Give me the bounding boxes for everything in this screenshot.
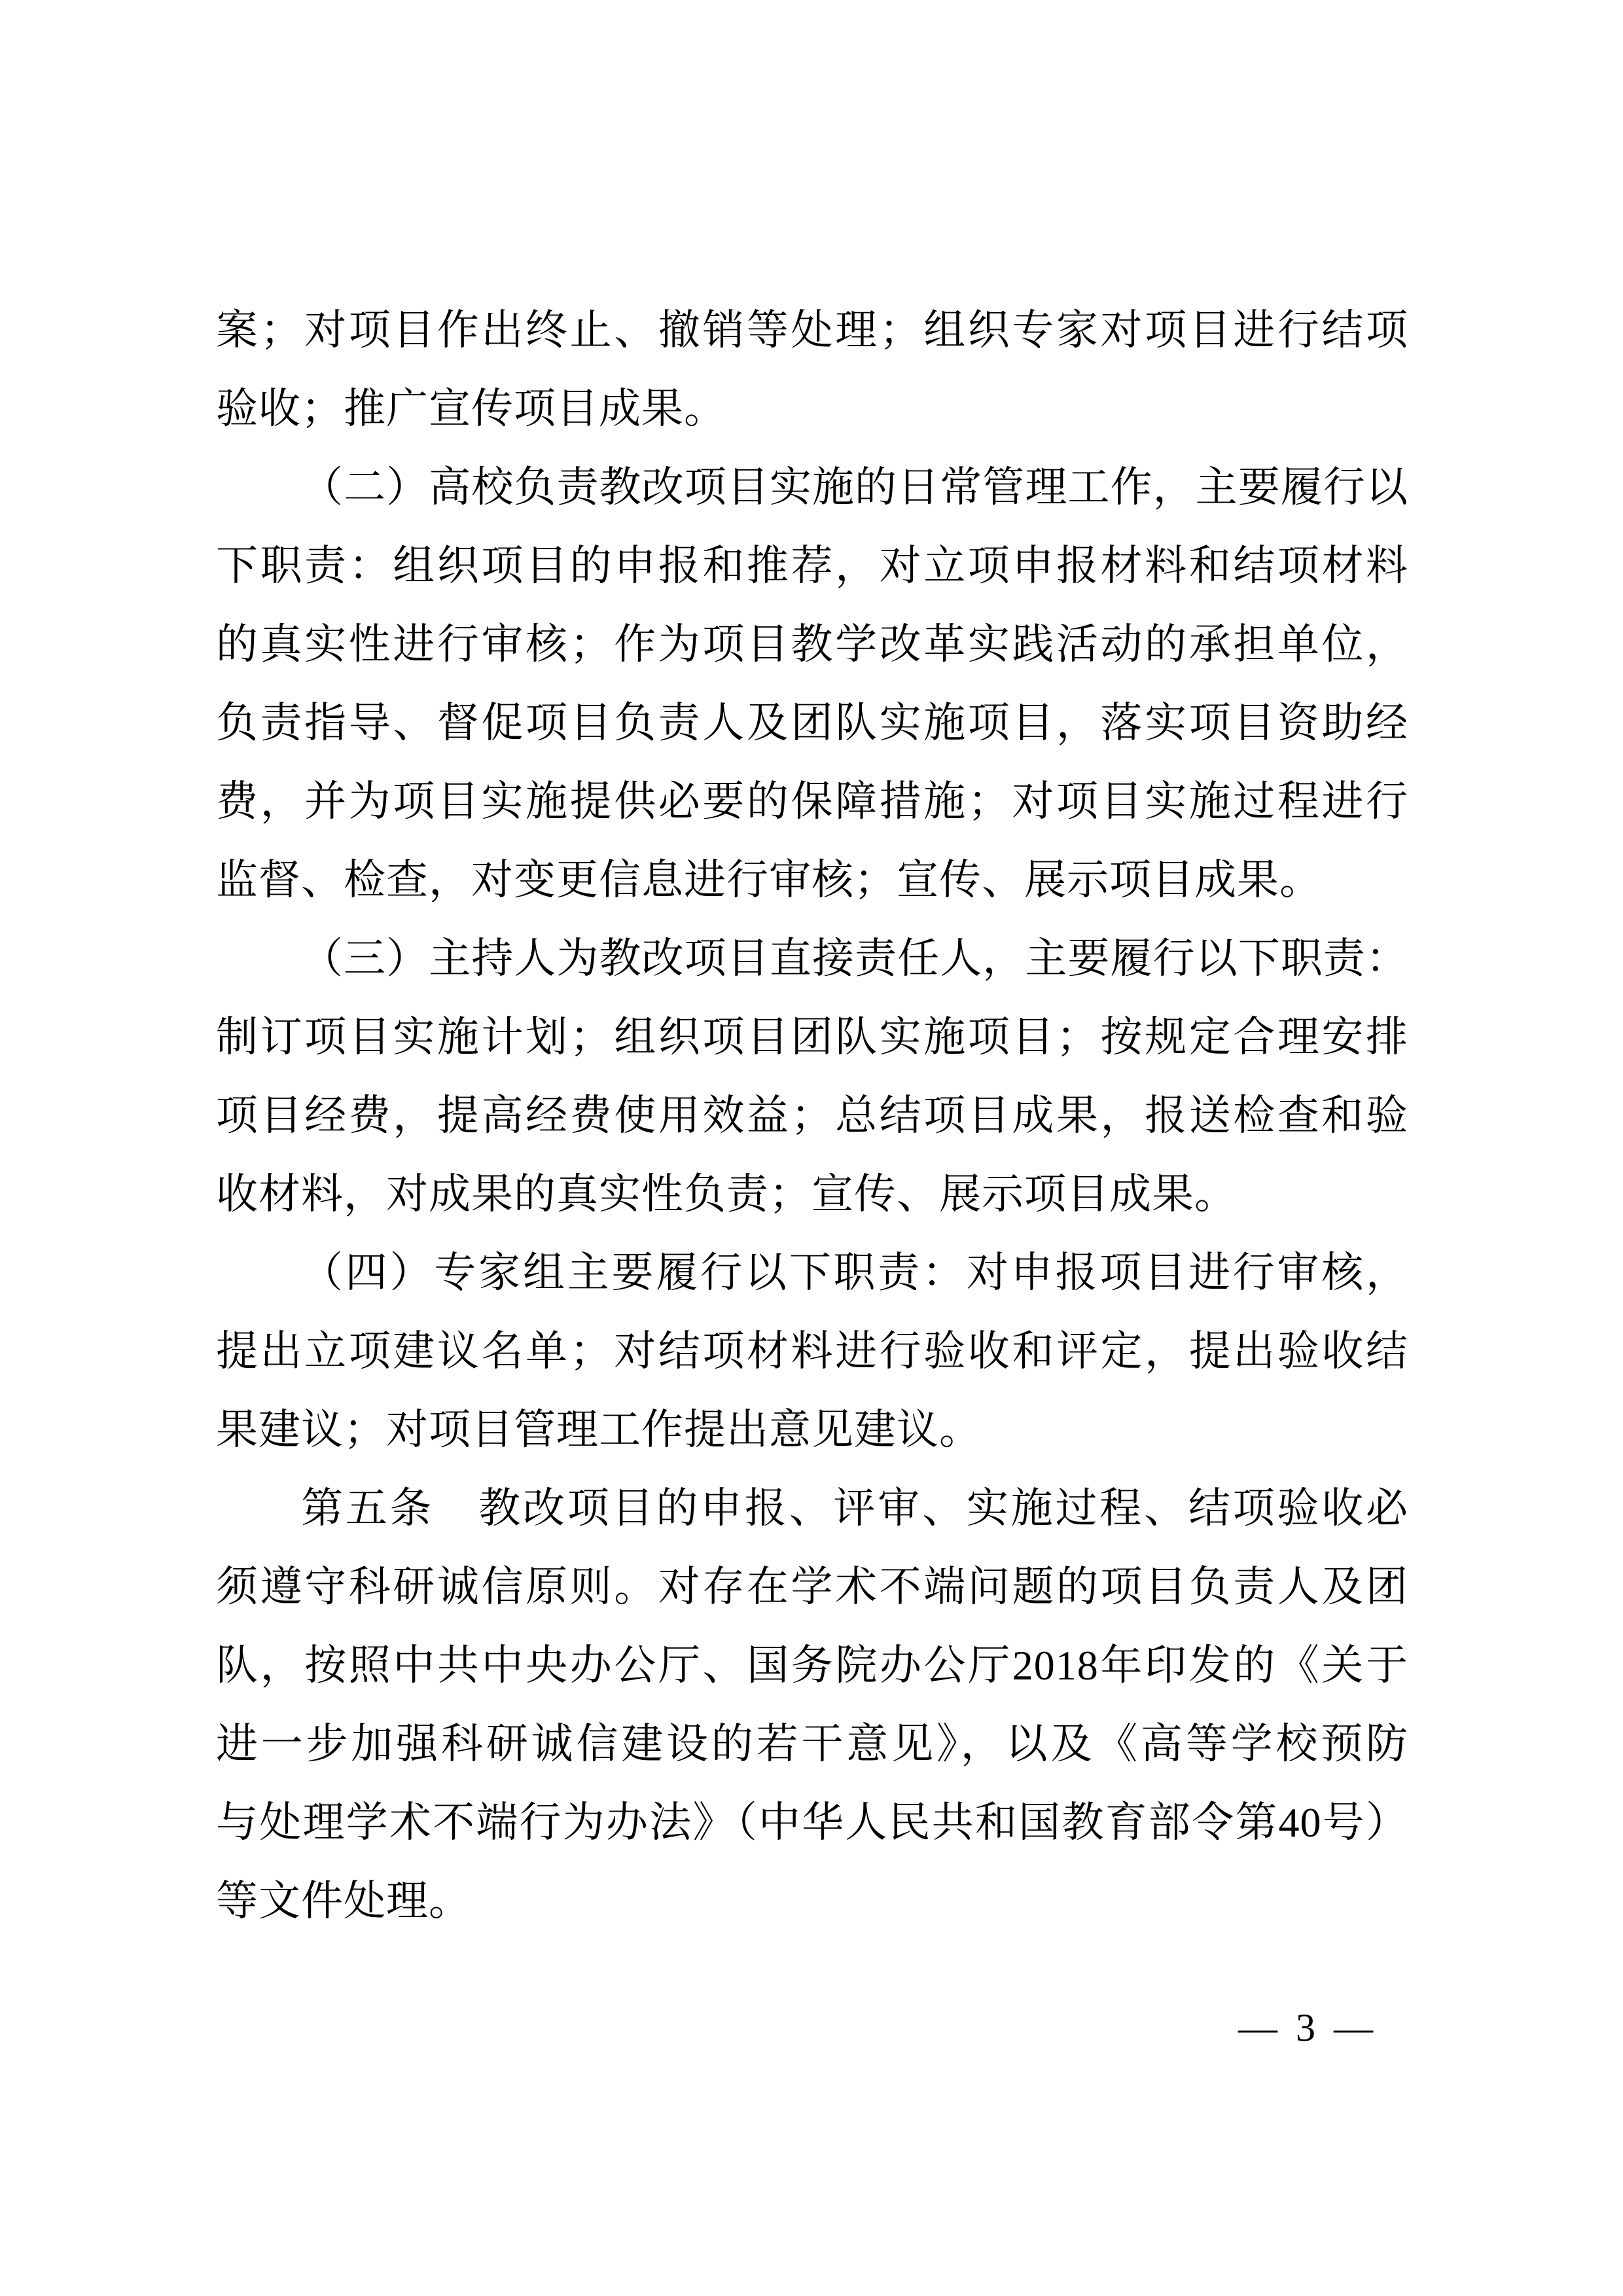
- text-line: 的真实性进行审核；作为项目教学改革实践活动的承担单位，: [216, 621, 1408, 668]
- text-line: （三）主持人为教改项目直接责任人，主要履行以下职责：: [301, 935, 1408, 982]
- page-footer: [1238, 2001, 1373, 2054]
- footer-dash-right: —: [1334, 2006, 1373, 2049]
- text-line: 须遵守科研诚信原则。对存在学术不端问题的项目负责人及团: [216, 1564, 1408, 1610]
- text-line: 与处理学术不端行为办法》（中华人民共和国教育部令第40号）: [216, 1799, 1408, 1846]
- page-number: 3: [1296, 2006, 1315, 2049]
- document-body: [216, 291, 1408, 1941]
- text-line: 第五条 教改项目的申报、评审、实施过程、结项验收必: [301, 1485, 1408, 1532]
- text-line: 进一步加强科研诚信建设的若干意见》，以及《高等学校预防: [216, 1721, 1408, 1767]
- text-line: 验收；推广宣传项目成果。: [216, 386, 726, 432]
- footer-dash-left: —: [1238, 2006, 1277, 2049]
- text-line: 果建议；对项目管理工作提出意见建议。: [216, 1407, 982, 1453]
- text-line: 队，按照中共中央办公厅、国务院办公厅2018年印发的《关于: [216, 1642, 1408, 1689]
- text-line: 负责指导、督促项目负责人及团队实施项目，落实项目资助经: [216, 700, 1408, 746]
- text-line: 提出立项建议名单；对结项材料进行验收和评定，提出验收结: [216, 1328, 1408, 1374]
- text-line: 案；对项目作出终止、撤销等处理；组织专家对项目进行结项: [216, 307, 1408, 353]
- text-line: （二）高校负责教改项目实施的日常管理工作，主要履行以: [301, 464, 1408, 511]
- text-line: 费，并为项目实施提供必要的保障措施；对项目实施过程进行: [216, 778, 1408, 825]
- text-line: （四）专家组主要履行以下职责：对申报项目进行审核，: [301, 1249, 1408, 1296]
- text-line: 项目经费，提高经费使用效益；总结项目成果，报送检查和验: [216, 1092, 1408, 1139]
- text-line: 收材料，对成果的真实性负责；宣传、展示项目成果。: [216, 1171, 1237, 1217]
- text-line: 等文件处理。: [216, 1878, 471, 1924]
- text-line: 监督、检查，对变更信息进行审核；宣传、展示项目成果。: [216, 857, 1322, 903]
- text-line: 下职责：组织项目的申报和推荐，对立项申报材料和结项材料: [216, 543, 1408, 589]
- text-line: 制订项目实施计划；组织项目团队实施项目；按规定合理安排: [216, 1014, 1408, 1060]
